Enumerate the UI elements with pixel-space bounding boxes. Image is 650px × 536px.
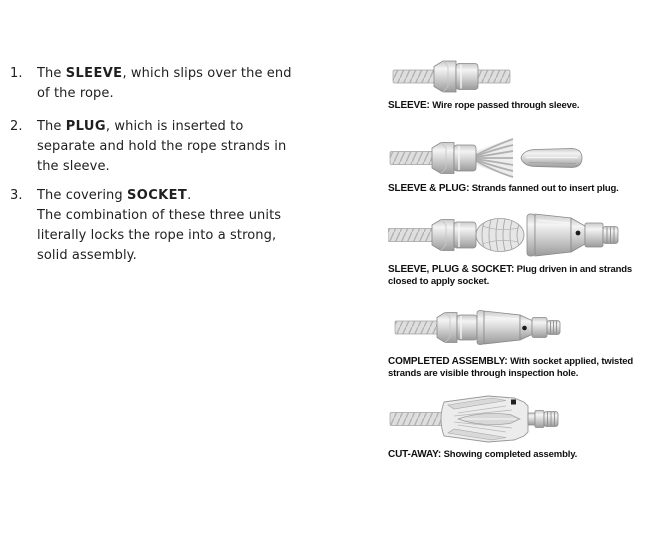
- list-item-plug: [10, 117, 350, 177]
- instruction-list: [10, 64, 350, 266]
- caption-text: Showing completed assembly.: [441, 449, 578, 460]
- figure-completed-assembly: [388, 301, 650, 379]
- term-socket: SOCKET: [126, 188, 188, 203]
- item-text: [37, 64, 350, 104]
- caption-label: SLEEVE & PLUG:: [388, 183, 470, 194]
- figure-column: [388, 0, 650, 536]
- term-sleeve: SLEEVE: [65, 66, 123, 81]
- figure-sleeve-plug-socket: [388, 206, 650, 287]
- item-text-pre: The covering: [37, 188, 127, 203]
- item-text: [37, 117, 350, 177]
- figure-caption: [388, 449, 648, 461]
- sleeve-plug-socket-illustration: [388, 206, 644, 260]
- sleeve-illustration: [388, 52, 644, 98]
- item-number: 3.: [10, 188, 23, 203]
- cut-away-stud: [528, 411, 558, 428]
- inspection-hole: [522, 326, 527, 331]
- figure-caption: [388, 356, 648, 379]
- item-text-pre: The: [37, 66, 66, 81]
- item-text-pre: The: [37, 119, 66, 134]
- figure-caption: [388, 183, 648, 195]
- sleeve-plug-illustration: [388, 136, 644, 182]
- caption-text: Strands fanned out to insert plug.: [469, 183, 619, 194]
- item-text-post: , which slips over the end: [122, 66, 292, 81]
- item-text-post: , which is inserted to: [105, 119, 244, 134]
- list-item-socket: [10, 186, 350, 266]
- caption-label: SLEEVE, PLUG & SOCKET:: [388, 264, 515, 275]
- item-number: 2.: [10, 119, 23, 134]
- item-text-line: literally locks the rope into a strong,: [37, 228, 277, 243]
- figure-cut-away: [388, 392, 650, 461]
- caption-text: Wire rope passed through sleeve.: [429, 100, 580, 111]
- caption-text: Plug driven in and strands closed to apply socket.: [388, 264, 633, 287]
- socket-assembled-shape: [477, 311, 560, 345]
- cut-away-illustration: [388, 392, 644, 444]
- completed-assembly-illustration: [388, 301, 644, 351]
- item-text-line: The combination of these three units: [37, 208, 282, 223]
- item-text-line: separate and hold the rope strands in: [37, 139, 287, 154]
- caption-label: SLEEVE:: [388, 100, 430, 111]
- item-text: [37, 186, 350, 266]
- item-text-line: the sleeve.: [37, 159, 110, 174]
- caption-label: CUT-AWAY:: [388, 449, 442, 460]
- figure-caption: [388, 264, 648, 287]
- term-plug: PLUG: [65, 119, 106, 134]
- socket-shape: [527, 214, 618, 256]
- figure-sleeve: [388, 52, 650, 112]
- inspection-hole: [576, 231, 581, 236]
- cut-away-notch: [511, 400, 516, 405]
- figure-sleeve-plug: [388, 136, 650, 195]
- item-text-line: of the rope.: [37, 86, 114, 101]
- closed-strands-shape: [476, 219, 524, 252]
- list-item-sleeve: [10, 64, 350, 104]
- caption-label: COMPLETED ASSEMBLY:: [388, 356, 508, 367]
- figure-caption: [388, 100, 648, 112]
- item-number: 1.: [10, 66, 23, 81]
- plug-shape: [521, 149, 582, 168]
- caption-text: With socket applied, twisted strands are visible through inspection hole.: [388, 356, 633, 379]
- item-text-line: solid assembly.: [37, 248, 137, 263]
- cut-away-shell: [441, 396, 528, 442]
- item-text-post: .: [187, 188, 192, 203]
